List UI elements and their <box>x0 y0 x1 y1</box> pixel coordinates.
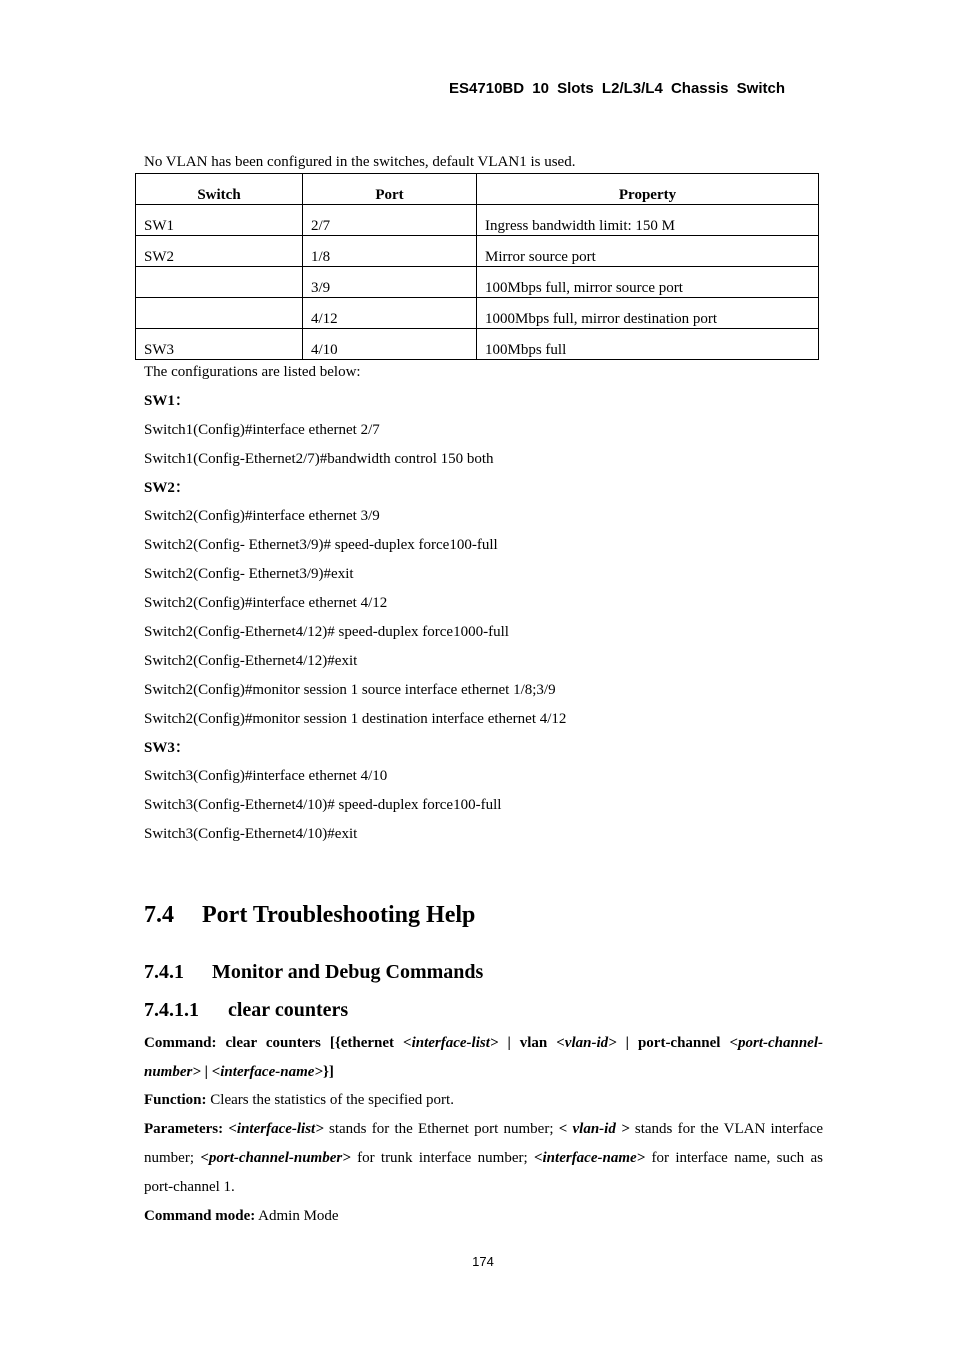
column-header-switch: Switch <box>136 174 303 205</box>
function-text: Clears the statistics of the specified port. <box>206 1092 454 1108</box>
parameter-arg: <interface-list> <box>223 1121 324 1137</box>
config-line: Switch2(Config- Ethernet3/9)#exit <box>144 566 354 583</box>
config-line: Switch3(Config)#interface ethernet 4/10 <box>144 768 388 785</box>
command-mode-text: Admin Mode <box>255 1208 339 1224</box>
command-mode-paragraph <box>144 1202 823 1231</box>
parameters-paragraph <box>144 1115 823 1202</box>
config-heading-sw2: SW2： <box>144 479 190 496</box>
parameter-text: stands for the VLAN interface number; <box>144 1121 823 1166</box>
column-header-port: Port <box>303 174 477 205</box>
section-title: Port Troubleshooting Help <box>202 902 476 928</box>
command-mode-label: Command mode: <box>144 1208 256 1224</box>
command-text: clear counters [{ethernet <box>216 1035 404 1051</box>
page-number: 174 <box>472 1254 494 1269</box>
function-paragraph <box>144 1086 823 1115</box>
table-header-row <box>136 174 819 205</box>
cell-switch: SW3 <box>136 329 303 360</box>
table-row <box>136 329 819 360</box>
cell-switch <box>136 298 303 329</box>
command-syntax <box>144 1029 823 1087</box>
config-heading-sw1: SW1： <box>144 392 190 409</box>
config-line: Switch3(Config-Ethernet4/10)# speed-duplex force100-full <box>144 797 502 814</box>
subsubsection-title: clear counters <box>228 999 349 1021</box>
cell-switch <box>136 267 303 298</box>
command-text: | <box>200 1064 212 1080</box>
cell-property: Mirror source port <box>477 236 819 267</box>
parameter-arg: <port-channel-number> <box>200 1150 351 1166</box>
cell-property: Ingress bandwidth limit: 150 M <box>477 205 819 236</box>
subsection-heading <box>144 961 483 984</box>
cell-port: 1/8 <box>303 236 477 267</box>
subsubsection-number: 7.4.1.1 <box>144 999 199 1021</box>
command-arg: <interface-name> <box>211 1064 323 1080</box>
cell-port: 4/12 <box>303 298 477 329</box>
table-row <box>136 267 819 298</box>
table-row <box>136 205 819 236</box>
table-row <box>136 236 819 267</box>
subsection-title: Monitor and Debug Commands <box>212 961 484 983</box>
port-property-table <box>135 173 819 360</box>
cell-port: 2/7 <box>303 205 477 236</box>
parameter-arg: <interface-name> <box>533 1150 646 1166</box>
table-row <box>136 298 819 329</box>
subsubsection-heading <box>144 999 348 1022</box>
cell-property: 100Mbps full <box>477 329 819 360</box>
section-heading <box>144 902 475 929</box>
command-arg: <port-channel-number> <box>144 1035 823 1080</box>
config-line: Switch1(Config-Ethernet2/7)#bandwidth control 150 both <box>144 450 494 467</box>
command-text: | vlan <box>498 1035 557 1051</box>
cell-property: 100Mbps full, mirror source port <box>477 267 819 298</box>
config-line: Switch2(Config- Ethernet3/9)# speed-duplex force100-full <box>144 537 498 554</box>
command-arg: <vlan-id> <box>556 1035 617 1051</box>
parameter-arg: < vlan-id > <box>558 1121 630 1137</box>
parameter-text: for interface name, such as port-channel 1. <box>144 1150 823 1195</box>
configuration-listing <box>144 362 566 853</box>
config-line: Switch2(Config)#interface ethernet 3/9 <box>144 508 380 525</box>
column-header-property: Property <box>477 174 819 205</box>
config-line: The configurations are listed below: <box>144 364 361 380</box>
config-line: Switch2(Config)#interface ethernet 4/12 <box>144 595 388 612</box>
section-number: 7.4 <box>144 902 174 928</box>
command-arg: <interface-list> <box>403 1035 499 1051</box>
cell-switch: SW1 <box>136 205 303 236</box>
command-text: | port-channel <box>616 1035 730 1051</box>
cell-port: 3/9 <box>303 267 477 298</box>
cell-switch: SW2 <box>136 236 303 267</box>
cell-port: 4/10 <box>303 329 477 360</box>
function-label: Function: <box>144 1092 207 1108</box>
parameter-text: for trunk interface number; <box>350 1150 534 1166</box>
page-header: ES4710BD 10 Slots L2/L3/L4 Chassis Switch <box>449 80 785 97</box>
config-line: Switch2(Config-Ethernet4/12)#exit <box>144 652 358 669</box>
parameters-label: Parameters: <box>144 1121 224 1137</box>
command-label: Command: <box>144 1035 217 1051</box>
intro-paragraph: No VLAN has been configured in the switches, default VLAN1 is used. <box>144 154 576 170</box>
command-text: }] <box>322 1064 334 1080</box>
config-line: Switch1(Config)#interface ethernet 2/7 <box>144 421 380 438</box>
cell-property: 1000Mbps full, mirror destination port <box>477 298 819 329</box>
parameter-text: stands for the Ethernet port number; <box>323 1121 559 1137</box>
subsection-number: 7.4.1 <box>144 961 184 983</box>
config-line: Switch2(Config)#monitor session 1 destination interface ethernet 4/12 <box>144 710 567 727</box>
config-line: Switch2(Config-Ethernet4/12)# speed-duplex force1000-full <box>144 624 509 641</box>
config-line: Switch3(Config-Ethernet4/10)#exit <box>144 826 358 843</box>
config-heading-sw3: SW3： <box>144 739 190 756</box>
config-line: Switch2(Config)#monitor session 1 source interface ethernet 1/8;3/9 <box>144 681 556 698</box>
